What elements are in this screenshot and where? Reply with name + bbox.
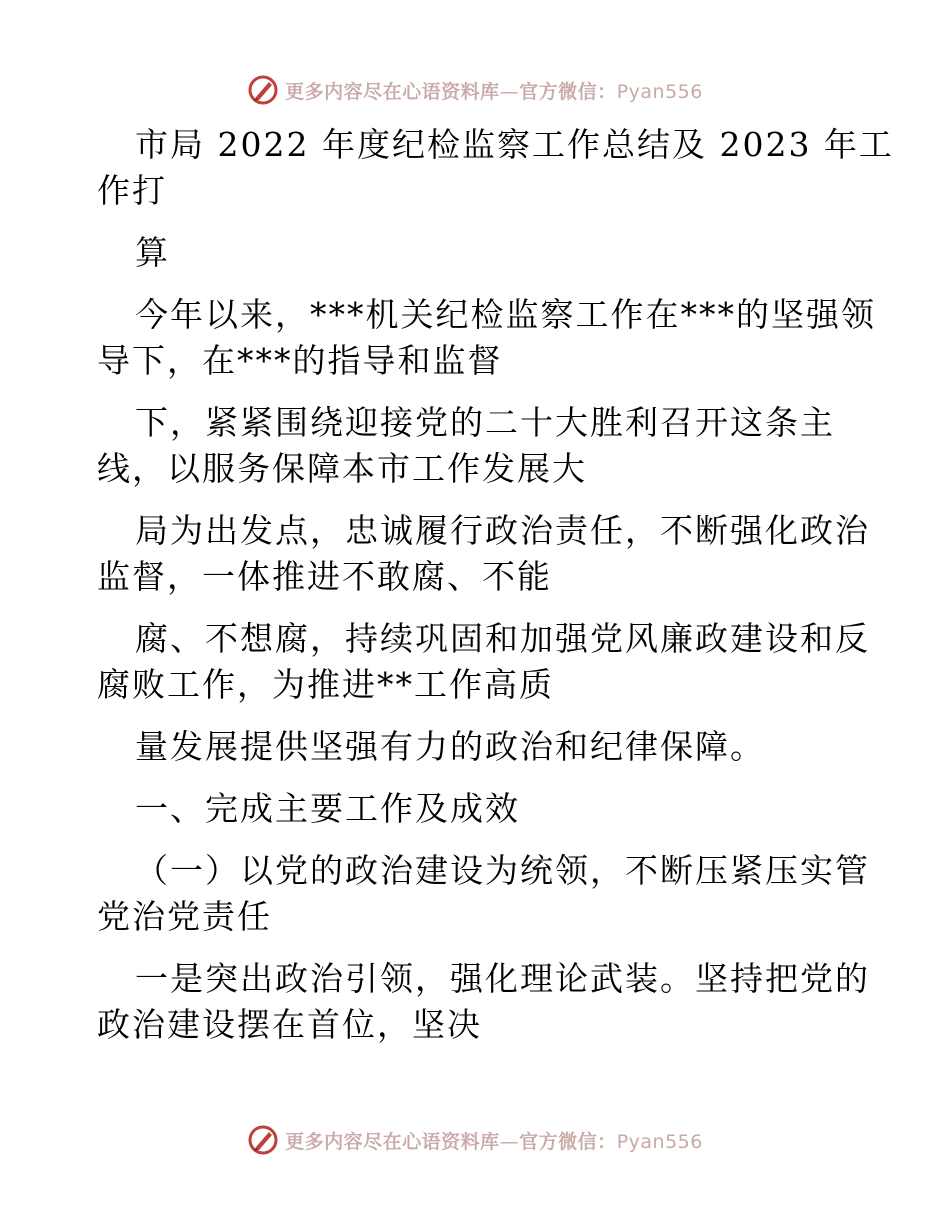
text-line: 党治党责任 [97, 897, 272, 936]
line-gap [97, 770, 857, 786]
watermark-id: Pyan556 [616, 80, 703, 103]
text-line: 腐败工作，为推进**工作高质 [97, 665, 554, 704]
text-line: 算 [135, 233, 170, 272]
watermark-text [285, 77, 703, 104]
text-line: 作打 [97, 171, 167, 210]
text-line: 一、完成主要工作及成效 [135, 789, 520, 828]
line-gap [97, 940, 857, 956]
watermark-separator: — [499, 80, 520, 103]
watermark-separator: — [499, 1130, 520, 1153]
text-line: 政治建设摆在首位，坚决 [97, 1005, 482, 1044]
text-line: 一是突出政治引领，强化理论武装。坚持把党的 [135, 959, 870, 998]
watermark-label: 官方微信： [519, 80, 617, 103]
text-line: 线，以服务保障本市工作发展大 [97, 449, 587, 488]
text-line: 市局 2022 年度纪检监察工作总结及 2023 年工 [135, 125, 894, 164]
text-line: 监督，一体推进不敢腐、不能 [97, 557, 552, 596]
line-gap [97, 276, 857, 292]
line-gap [97, 384, 857, 400]
watermark-main: 更多内容尽在心语资料库 [285, 1130, 500, 1153]
text-line: 今年以来，***机关纪检监察工作在***的坚强领 [135, 295, 876, 334]
line-gap [97, 832, 857, 848]
text-line: 导下，在***的指导和监督 [97, 341, 503, 380]
line-gap [97, 214, 857, 230]
line-gap [97, 600, 857, 616]
red-seal-pen-icon [247, 1124, 279, 1156]
watermark-main: 更多内容尽在心语资料库 [285, 80, 500, 103]
watermark-label: 官方微信： [519, 1130, 617, 1153]
line-gap [97, 492, 857, 508]
footer-watermark [0, 1122, 950, 1158]
text-line: 腐、不想腐，持续巩固和加强党风廉政建设和反 [135, 619, 870, 658]
document-body [97, 122, 894, 1048]
watermark-text [285, 1127, 703, 1154]
line-gap [97, 708, 857, 724]
text-line: 量发展提供坚强有力的政治和纪律保障。 [135, 727, 765, 766]
red-seal-pen-icon [247, 74, 279, 106]
text-line: 下，紧紧围绕迎接党的二十大胜利召开这条主 [135, 403, 835, 442]
text-line: （一）以党的政治建设为统领，不断压紧压实管 [135, 851, 870, 890]
watermark-id: Pyan556 [616, 1130, 703, 1153]
text-line: 局为出发点，忠诚履行政治责任，不断强化政治 [135, 511, 870, 550]
header-watermark [0, 72, 950, 108]
